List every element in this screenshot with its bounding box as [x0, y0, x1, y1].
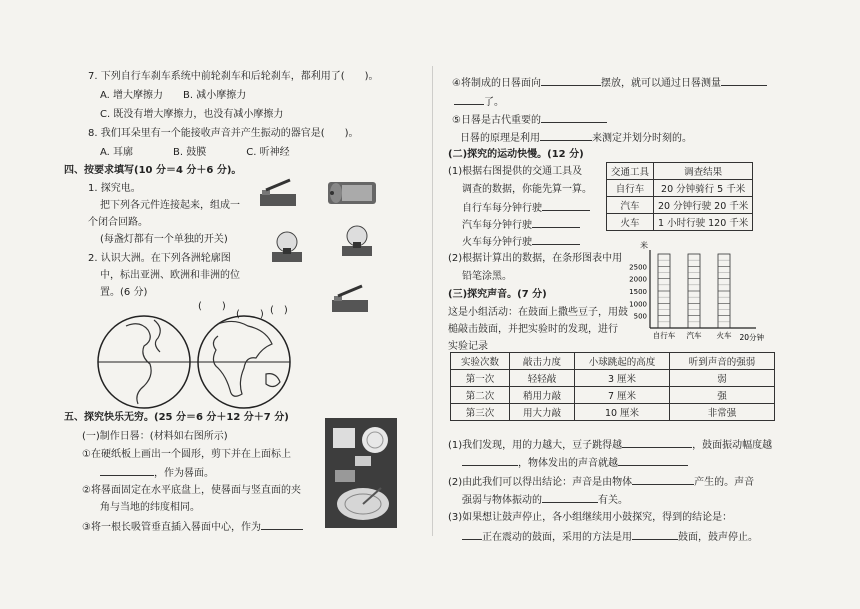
- s5-step1-line-b-wrap: [100, 465, 214, 480]
- table-cell: 弱: [670, 370, 775, 387]
- speed-bar-chart: [618, 241, 768, 346]
- q2-text-b: 产生的。声音: [694, 477, 755, 488]
- answer-blank[interactable]: [721, 75, 767, 86]
- r5-text-c: 来测定并划分时刻的。: [592, 133, 692, 144]
- q2-text-c: 强弱与物体振动的: [462, 495, 542, 506]
- table-cell: 火车: [607, 214, 654, 231]
- s4-q1-line-a: 把下列各元件连接起来，组成一: [100, 200, 240, 211]
- sundial-materials-photo: [325, 418, 397, 528]
- y-tick-label: 1000: [629, 300, 647, 309]
- x-category-label: 自行车: [652, 331, 676, 340]
- s5-step3-wrap: [82, 519, 303, 534]
- s5-step2-line-b: 角与当地的纬度相同。: [100, 502, 200, 513]
- switch-icon: [260, 180, 296, 206]
- r5-text-b: 日晷的原理是利用: [460, 133, 540, 144]
- table-cell: 自行车: [607, 180, 654, 197]
- r4-text-b: 摆放，就可以通过日晷测量: [600, 78, 721, 89]
- y-tick-label: 1500: [629, 288, 647, 296]
- y-tick-label: 500: [633, 312, 647, 321]
- q7-text: 7. 下列自行车刹车系统中前轮刹车和后轮刹车，都利用了( )。: [88, 71, 379, 82]
- p2-line-b: 铅笔涂黑。: [462, 271, 512, 282]
- s4-q1-note: (每盏灯都有一个单独的开关): [100, 234, 228, 245]
- globe-mark-3: ( ): [270, 305, 288, 316]
- table-header: 调查结果: [654, 163, 753, 180]
- table-header: 实验次数: [451, 353, 510, 370]
- table-row: [451, 370, 775, 387]
- p2-line-a: (2)根据计算出的数据，在条形图表中用: [448, 253, 623, 264]
- q7-option-c: C. 既没有增大摩擦力，也没有减小摩擦力: [100, 109, 284, 120]
- x-category-label: 火车: [716, 331, 732, 340]
- q1-line2-wrap: [462, 455, 688, 470]
- y-tick-label: 2500: [629, 263, 647, 272]
- y-axis-unit-label: 米: [640, 241, 648, 250]
- s5-step1-line-a: ①在硬纸板上画出一个圆形，剪下并在上面标上: [82, 449, 291, 460]
- r5-text: ⑤日晷是古代重要的: [452, 115, 541, 126]
- section-3-heading: (三)探究声音。(7 分): [448, 289, 547, 300]
- sound-experiment-table: [450, 352, 775, 421]
- bulb-icon: [342, 226, 372, 256]
- table-cell: 1 小时行驶 120 千米: [654, 214, 753, 231]
- table-header: 敲击力度: [510, 353, 575, 370]
- p3-line-b: 槌敲击鼓面，并把实验时的发现，进行: [448, 324, 618, 335]
- bike-line-wrap: [462, 200, 590, 215]
- train-label: 火车每分钟行驶: [462, 237, 532, 248]
- p1-line-a: (1)根据右图提供的交通工具及: [448, 166, 583, 177]
- answer-blank[interactable]: [261, 519, 303, 530]
- q3-text-c: 鼓面，鼓声停止。: [678, 532, 758, 543]
- answer-blank[interactable]: [100, 465, 154, 476]
- answer-blank[interactable]: [618, 455, 688, 466]
- s4-q2-line-b: 中，标出亚洲、欧洲和非洲的位: [100, 270, 240, 281]
- q1-text-a: (1)我们发现，用的力越大，豆子跳得越: [448, 440, 623, 451]
- answer-blank[interactable]: [532, 217, 580, 228]
- table-cell: 用大力敲: [510, 404, 575, 421]
- bulb-icon: [272, 232, 302, 262]
- switch-icon: [332, 286, 368, 312]
- car-label: 汽车每分钟行驶: [462, 220, 532, 231]
- q2-line-wrap: [448, 474, 754, 489]
- section-2-heading: (二)探究的运动快慢。(12 分): [448, 149, 584, 160]
- q2-line2-wrap: [462, 492, 628, 507]
- table-cell: 第三次: [451, 404, 510, 421]
- q3-text-b: 正在震动的鼓面，采用的方法是用: [482, 532, 632, 543]
- answer-blank[interactable]: [532, 234, 580, 245]
- answer-blank[interactable]: [540, 130, 592, 141]
- r4-text: ④将制成的日晷面向: [452, 78, 541, 89]
- q2-text-d: 有关。: [598, 495, 628, 506]
- battery-icon: [328, 182, 376, 204]
- q3-line2-wrap: [462, 529, 758, 544]
- globe-mark-2: ( ): [236, 309, 264, 320]
- continent-outline-globes: [96, 312, 296, 412]
- q3-line-a: (3)如果想让鼓声停止，各小组继续用小鼓探究，得到的结论是：: [448, 512, 733, 523]
- r5-line2-wrap: [460, 130, 692, 145]
- table-row: [451, 387, 775, 404]
- answer-blank[interactable]: [622, 437, 692, 448]
- s4-q2-line-a: 2. 认识大洲。在下列各洲轮廓图: [88, 253, 231, 264]
- q1-text-c: ，物体发出的声音就越: [518, 458, 618, 469]
- answer-blank[interactable]: [542, 200, 590, 211]
- table-cell: 20 分钟行驶 20 千米: [654, 197, 753, 214]
- q2-text-a: (2)由此我们可以得出结论：声音是由物体: [448, 477, 633, 488]
- s5-step2-line-a: ②将晷面固定在水平底盘上，使晷面与竖直面的夹: [82, 485, 301, 496]
- table-cell: 7 厘米: [575, 387, 670, 404]
- section-5-heading: 五、探究快乐无穷。(25 分＝6 分＋12 分＋7 分): [64, 412, 289, 423]
- s5-step3: ③将一根长吸管垂直插入晷面中心，作为: [82, 522, 261, 533]
- answer-blank[interactable]: [632, 474, 694, 485]
- table-cell: 第一次: [451, 370, 510, 387]
- y-tick-label: 2000: [629, 275, 647, 284]
- answer-blank[interactable]: [454, 94, 484, 105]
- answer-blank[interactable]: [542, 492, 598, 503]
- train-line-wrap: [462, 234, 580, 249]
- x-axis-unit-label: 20分钟: [739, 333, 764, 342]
- answer-blank[interactable]: [541, 75, 601, 86]
- q1-text-b: ，鼓面振动幅度越: [692, 440, 773, 451]
- r4-line-wrap: [452, 75, 767, 90]
- r4-text-c: 了。: [484, 97, 504, 108]
- q8-text: 8. 我们耳朵里有一个能接收声音并产生振动的器官是( )。: [88, 128, 359, 139]
- table-row: [451, 404, 775, 421]
- r5-line-wrap: [452, 112, 607, 127]
- globe-mark-1: ( ): [198, 301, 226, 312]
- table-row: [607, 214, 753, 231]
- answer-blank[interactable]: [462, 455, 518, 466]
- q8-options: A. 耳廓 B. 鼓膜 C. 听神经: [100, 147, 290, 158]
- p3-line-c: 实验记录: [448, 341, 488, 352]
- q1-line-wrap: [448, 437, 772, 452]
- table-row: [607, 197, 753, 214]
- table-cell: 强: [670, 387, 775, 404]
- table-cell: 汽车: [607, 197, 654, 214]
- q7-options-ab: A. 增大摩擦力 B. 减小摩擦力: [100, 90, 247, 101]
- table-cell: 20 分钟骑行 5 千米: [654, 180, 753, 197]
- s4-q2-line-c: 置。(6 分): [100, 287, 148, 298]
- table-cell: 轻轻敲: [510, 370, 575, 387]
- column-divider: [432, 66, 433, 536]
- x-category-label: 汽车: [686, 331, 702, 340]
- p1-line-b: 调查的数据，你能先算一算。: [462, 184, 592, 195]
- table-header: 小球跳起的高度: [575, 353, 670, 370]
- table-cell: 稍用力敲: [510, 387, 575, 404]
- section-4-heading: 四、按要求填写(10 分＝4 分＋6 分)。: [64, 165, 242, 176]
- circuit-components-illustration: [250, 170, 380, 320]
- table-header: 听到声音的强弱: [670, 353, 775, 370]
- bike-label: 自行车每分钟行驶: [462, 203, 542, 214]
- answer-blank[interactable]: [632, 529, 678, 540]
- table-row: [607, 180, 753, 197]
- s4-q1: 1. 探究电。: [88, 183, 141, 194]
- table-header: 交通工具: [607, 163, 654, 180]
- table-cell: 3 厘米: [575, 370, 670, 387]
- answer-blank[interactable]: [462, 529, 482, 540]
- table-cell: 非常强: [670, 404, 775, 421]
- answer-blank[interactable]: [541, 112, 607, 123]
- table-cell: 第二次: [451, 387, 510, 404]
- car-line-wrap: [462, 217, 580, 232]
- s4-q1-line-b: 个闭合回路。: [88, 217, 148, 228]
- traffic-survey-table: [606, 162, 753, 231]
- p3-line-a: 这是小组活动：在鼓面上撒些豆子，用鼓: [448, 307, 628, 318]
- r4-line2-wrap: [454, 94, 504, 109]
- table-cell: 10 厘米: [575, 404, 670, 421]
- s5-step1-line-b: ，作为晷面。: [154, 468, 214, 479]
- s5-part1-heading: (一)制作日晷：(材料如右图所示): [82, 431, 228, 442]
